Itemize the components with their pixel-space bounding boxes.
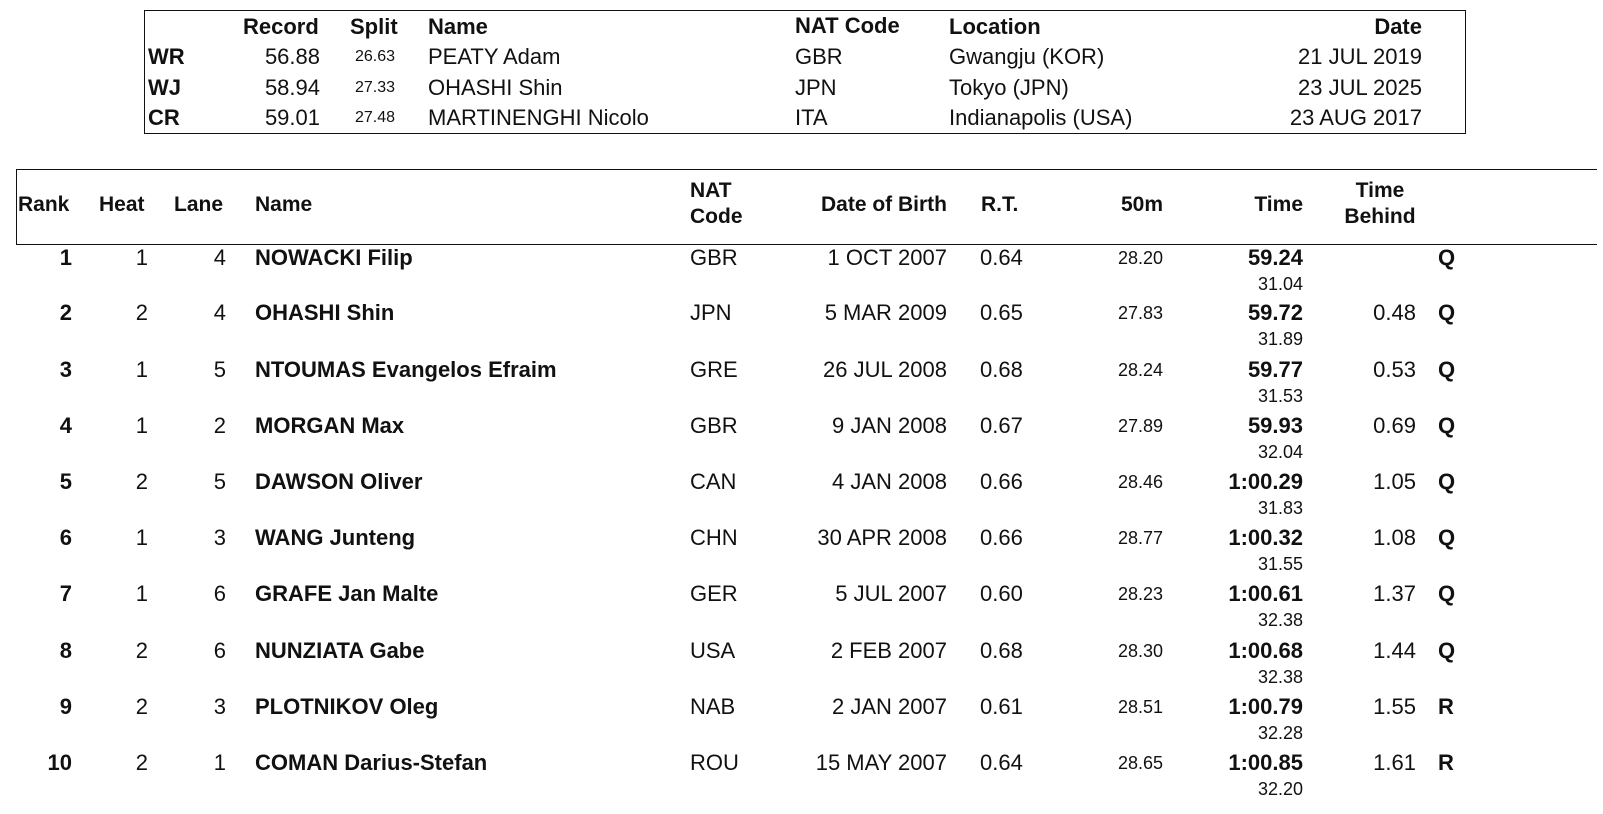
- lane-cell: 5: [213, 469, 226, 494]
- date-of-birth: 15 MAY 2007: [815, 750, 947, 775]
- athlete-name: COMAN Darius-Stefan: [255, 750, 488, 775]
- result-row: [0, 357, 1603, 414]
- record-holder: PEATY Adam: [428, 44, 561, 69]
- rank-cell: 3: [59, 357, 72, 382]
- split-second-50m: 32.38: [1257, 667, 1303, 687]
- heat-cell: 1: [135, 413, 148, 438]
- header-lane: Lane: [174, 193, 224, 216]
- final-time: 1:00.32: [1228, 525, 1303, 550]
- nat-code: GBR: [690, 245, 738, 270]
- split-second-50m: 32.04: [1257, 442, 1303, 462]
- header-behind-line1: Time: [1355, 179, 1405, 202]
- record-location: Gwangju (KOR): [949, 44, 1105, 69]
- lane-cell: 1: [213, 750, 226, 775]
- record-date: 23 AUG 2017: [1289, 105, 1422, 130]
- result-row: [0, 694, 1603, 751]
- final-time: 1:00.61: [1228, 581, 1303, 606]
- time-behind: 1.61: [1373, 750, 1416, 775]
- time-behind: 0.53: [1373, 357, 1416, 382]
- records-header-nat: NAT Code: [795, 13, 900, 38]
- time-behind: 0.69: [1373, 413, 1416, 438]
- record-split: 26.63: [354, 48, 395, 65]
- header-heat: Heat: [99, 193, 145, 216]
- header-behind-line2: Behind: [1344, 205, 1416, 228]
- final-time: 1:00.68: [1228, 638, 1303, 663]
- split-50m: 28.23: [1117, 584, 1163, 604]
- qualification-mark: Q: [1438, 357, 1456, 382]
- heat-cell: 2: [135, 750, 148, 775]
- date-of-birth: 26 JUL 2008: [823, 357, 947, 382]
- nat-code: GBR: [690, 413, 738, 438]
- date-of-birth: 2 FEB 2007: [830, 638, 947, 663]
- result-row: [0, 469, 1603, 526]
- date-of-birth: 4 JAN 2008: [832, 469, 947, 494]
- final-time: 59.77: [1247, 357, 1303, 382]
- time-behind: 0.48: [1373, 300, 1416, 325]
- time-behind: 1.44: [1373, 638, 1416, 663]
- record-time: 58.94: [264, 75, 320, 100]
- date-of-birth: 1 OCT 2007: [827, 245, 947, 270]
- reaction-time: 0.64: [980, 245, 1023, 270]
- split-50m: 28.20: [1117, 248, 1163, 268]
- athlete-name: OHASHI Shin: [255, 300, 395, 325]
- result-row: [0, 525, 1603, 582]
- record-holder: OHASHI Shin: [428, 75, 563, 100]
- lane-cell: 3: [213, 694, 226, 719]
- split-second-50m: 32.20: [1257, 779, 1303, 799]
- qualification-mark: Q: [1438, 581, 1456, 606]
- lane-cell: 6: [213, 581, 226, 606]
- heat-cell: 2: [135, 638, 148, 663]
- time-behind: 1.55: [1373, 694, 1416, 719]
- reaction-time: 0.68: [980, 638, 1023, 663]
- date-of-birth: 5 JUL 2007: [835, 581, 947, 606]
- header-split50: 50m: [1120, 193, 1163, 216]
- lane-cell: 3: [213, 525, 226, 550]
- records-header-location: Location: [949, 14, 1041, 39]
- rank-cell: 7: [59, 581, 72, 606]
- final-time: 1:00.29: [1228, 469, 1303, 494]
- rank-cell: 1: [59, 245, 72, 270]
- rank-cell: 2: [59, 300, 72, 325]
- lane-cell: 4: [213, 300, 226, 325]
- split-50m: 28.51: [1117, 697, 1163, 717]
- nat-code: GER: [690, 581, 738, 606]
- header-rank: Rank: [18, 193, 70, 216]
- nat-code: ROU: [690, 750, 739, 775]
- nat-code: JPN: [690, 300, 732, 325]
- result-row: [0, 638, 1603, 695]
- qualification-mark: Q: [1438, 300, 1456, 325]
- reaction-time: 0.66: [980, 525, 1023, 550]
- header-nat-line2: Code: [690, 205, 743, 228]
- nat-code: CHN: [690, 525, 738, 550]
- final-time: 59.93: [1247, 413, 1303, 438]
- split-50m: 28.30: [1117, 641, 1163, 661]
- final-time: 59.24: [1247, 245, 1303, 270]
- result-row: [0, 750, 1603, 807]
- lane-cell: 6: [213, 638, 226, 663]
- reaction-time: 0.60: [980, 581, 1023, 606]
- split-second-50m: 32.38: [1257, 610, 1303, 630]
- heat-cell: 1: [135, 357, 148, 382]
- record-split: 27.33: [354, 79, 395, 96]
- result-row: [0, 245, 1603, 302]
- reaction-time: 0.68: [980, 357, 1023, 382]
- time-behind: 1.05: [1373, 469, 1416, 494]
- rank-cell: 4: [59, 413, 72, 438]
- split-50m: 28.46: [1117, 472, 1163, 492]
- nat-code: CAN: [690, 469, 737, 494]
- lane-cell: 4: [213, 245, 226, 270]
- heat-cell: 1: [135, 525, 148, 550]
- result-row: [0, 413, 1603, 470]
- record-location: Tokyo (JPN): [949, 75, 1069, 100]
- record-time: 56.88: [264, 44, 320, 69]
- split-second-50m: 31.53: [1257, 386, 1303, 406]
- split-second-50m: 31.83: [1257, 498, 1303, 518]
- final-time: 59.72: [1247, 300, 1303, 325]
- record-nat: ITA: [795, 105, 828, 130]
- result-row: [0, 581, 1603, 638]
- rank-cell: 5: [59, 469, 72, 494]
- records-header-record: Record: [243, 14, 319, 39]
- qualification-mark: Q: [1438, 413, 1456, 438]
- final-time: 1:00.85: [1228, 750, 1303, 775]
- lane-cell: 2: [213, 413, 226, 438]
- header-time: Time: [1254, 193, 1303, 216]
- heat-cell: 2: [135, 469, 148, 494]
- qualification-mark: Q: [1438, 245, 1456, 270]
- rank-cell: 9: [59, 694, 72, 719]
- header-rt: R.T.: [981, 193, 1019, 216]
- records-header-split: Split: [350, 14, 398, 39]
- header-name: Name: [255, 193, 313, 216]
- athlete-name: GRAFE Jan Malte: [255, 581, 439, 606]
- reaction-time: 0.67: [980, 413, 1023, 438]
- record-split: 27.48: [354, 109, 395, 126]
- record-date: 21 JUL 2019: [1298, 44, 1422, 69]
- date-of-birth: 2 JAN 2007: [832, 694, 947, 719]
- result-row: [0, 300, 1603, 357]
- split-second-50m: 31.04: [1257, 274, 1303, 294]
- qualification-mark: Q: [1438, 638, 1456, 663]
- reaction-time: 0.61: [980, 694, 1023, 719]
- record-time: 59.01: [264, 105, 320, 130]
- nat-code: USA: [690, 638, 736, 663]
- reaction-time: 0.64: [980, 750, 1023, 775]
- time-behind: 1.37: [1373, 581, 1416, 606]
- records-header-name: Name: [428, 14, 488, 39]
- heat-cell: 1: [135, 581, 148, 606]
- header-nat-line1: NAT: [690, 179, 732, 202]
- nat-code: GRE: [690, 357, 738, 382]
- date-of-birth: 30 APR 2008: [817, 525, 947, 550]
- split-second-50m: 31.89: [1257, 329, 1303, 349]
- lane-cell: 5: [213, 357, 226, 382]
- records-header-date: Date: [1374, 14, 1422, 39]
- split-50m: 28.65: [1117, 753, 1163, 773]
- rank-cell: 8: [59, 638, 72, 663]
- split-second-50m: 32.28: [1257, 723, 1303, 743]
- record-nat: JPN: [795, 75, 837, 100]
- time-behind: 1.08: [1373, 525, 1416, 550]
- date-of-birth: 9 JAN 2008: [832, 413, 947, 438]
- record-nat: GBR: [795, 44, 843, 69]
- nat-code: NAB: [690, 694, 736, 719]
- athlete-name: NUNZIATA Gabe: [255, 638, 425, 663]
- heat-cell: 2: [135, 694, 148, 719]
- split-50m: 28.77: [1117, 528, 1163, 548]
- athlete-name: NTOUMAS Evangelos Efraim: [255, 357, 557, 382]
- split-50m: 27.83: [1117, 303, 1163, 323]
- reaction-time: 0.65: [980, 300, 1023, 325]
- qualification-mark: Q: [1438, 469, 1456, 494]
- record-type: WJ: [148, 75, 181, 100]
- split-second-50m: 31.55: [1257, 554, 1303, 574]
- header-dob: Date of Birth: [821, 193, 947, 216]
- qualification-mark: R: [1438, 750, 1454, 775]
- rank-cell: 10: [47, 750, 72, 775]
- qualification-mark: Q: [1438, 525, 1456, 550]
- record-holder: MARTINENGHI Nicolo: [428, 105, 649, 130]
- record-type: CR: [148, 105, 180, 130]
- athlete-name: MORGAN Max: [255, 413, 405, 438]
- final-time: 1:00.79: [1228, 694, 1303, 719]
- heat-cell: 2: [135, 300, 148, 325]
- athlete-name: WANG Junteng: [255, 525, 416, 550]
- athlete-name: NOWACKI Filip: [255, 245, 413, 270]
- qualification-mark: R: [1438, 694, 1454, 719]
- date-of-birth: 5 MAR 2009: [824, 300, 947, 325]
- athlete-name: PLOTNIKOV Oleg: [255, 694, 439, 719]
- record-type: WR: [148, 44, 185, 69]
- heat-cell: 1: [135, 245, 148, 270]
- rank-cell: 6: [59, 525, 72, 550]
- record-location: Indianapolis (USA): [949, 105, 1133, 130]
- record-date: 23 JUL 2025: [1298, 75, 1422, 100]
- reaction-time: 0.66: [980, 469, 1023, 494]
- split-50m: 28.24: [1117, 360, 1163, 380]
- split-50m: 27.89: [1117, 416, 1163, 436]
- athlete-name: DAWSON Oliver: [255, 469, 423, 494]
